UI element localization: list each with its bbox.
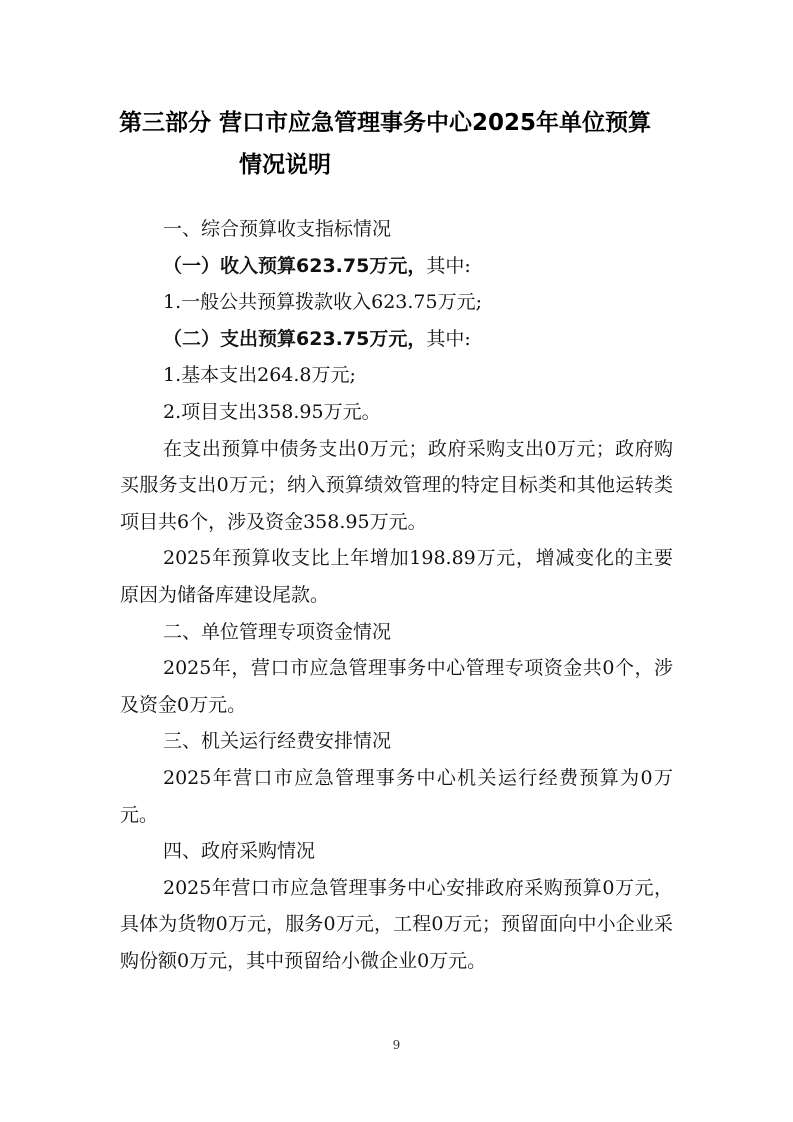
expense-budget-bold: （二）支出预算623.75万元， [163, 327, 427, 350]
change-note: 2025年预算收支比上年增加198.89万元，增减变化的主要原因为储备库建设尾款。 [120, 547, 673, 606]
section-1-heading: 一、综合预算收支指标情况 [163, 218, 392, 240]
expense-budget-line [120, 321, 673, 358]
income-budget-bold: （一）收入预算623.75万元， [163, 254, 427, 277]
section-2-text: 2025年，营口市应急管理事务中心管理专项资金共0个，涉及资金0万元。 [120, 657, 673, 716]
document-body [120, 211, 673, 979]
title-line-1: 第三部分 营口市应急管理事务中心2025年单位预算 [119, 110, 652, 136]
expense-item-2: 2.项目支出358.95万元。 [163, 400, 381, 423]
income-budget-line [120, 248, 673, 285]
title-line-2: 情况说明 [239, 152, 331, 178]
page-number: 9 [392, 1038, 401, 1052]
section-3-heading: 三、机关运行经费安排情况 [163, 730, 392, 753]
income-item-1: 1.一般公共预算拨款收入623.75万元; [163, 291, 483, 314]
section-4-heading: 四、政府采购情况 [163, 840, 316, 863]
expense-item-1: 1.基本支出264.8万元; [163, 364, 356, 387]
expense-note: 在支出预算中债务支出0万元；政府采购支出0万元；政府购买服务支出0万元；纳入预算绩效管理的特定目标类和其他运转类项目共6个，涉及资金358.95万元。 [120, 437, 673, 533]
section-2-heading: 二、单位管理专项资金情况 [163, 620, 392, 643]
income-budget-rest: 其中: [426, 254, 471, 277]
page-title [119, 102, 679, 186]
section-4-text: 2025年营口市应急管理事务中心安排政府采购预算0万元，具体为货物0万元，服务0万元，工程0万元；预留面向中小企业采购份额0万元，其中预留给小微企业0万元。 [120, 876, 673, 972]
section-3-text: 2025年营口市应急管理事务中心机关运行经费预算为0万元。 [120, 766, 673, 826]
expense-budget-rest: 其中: [426, 327, 471, 350]
